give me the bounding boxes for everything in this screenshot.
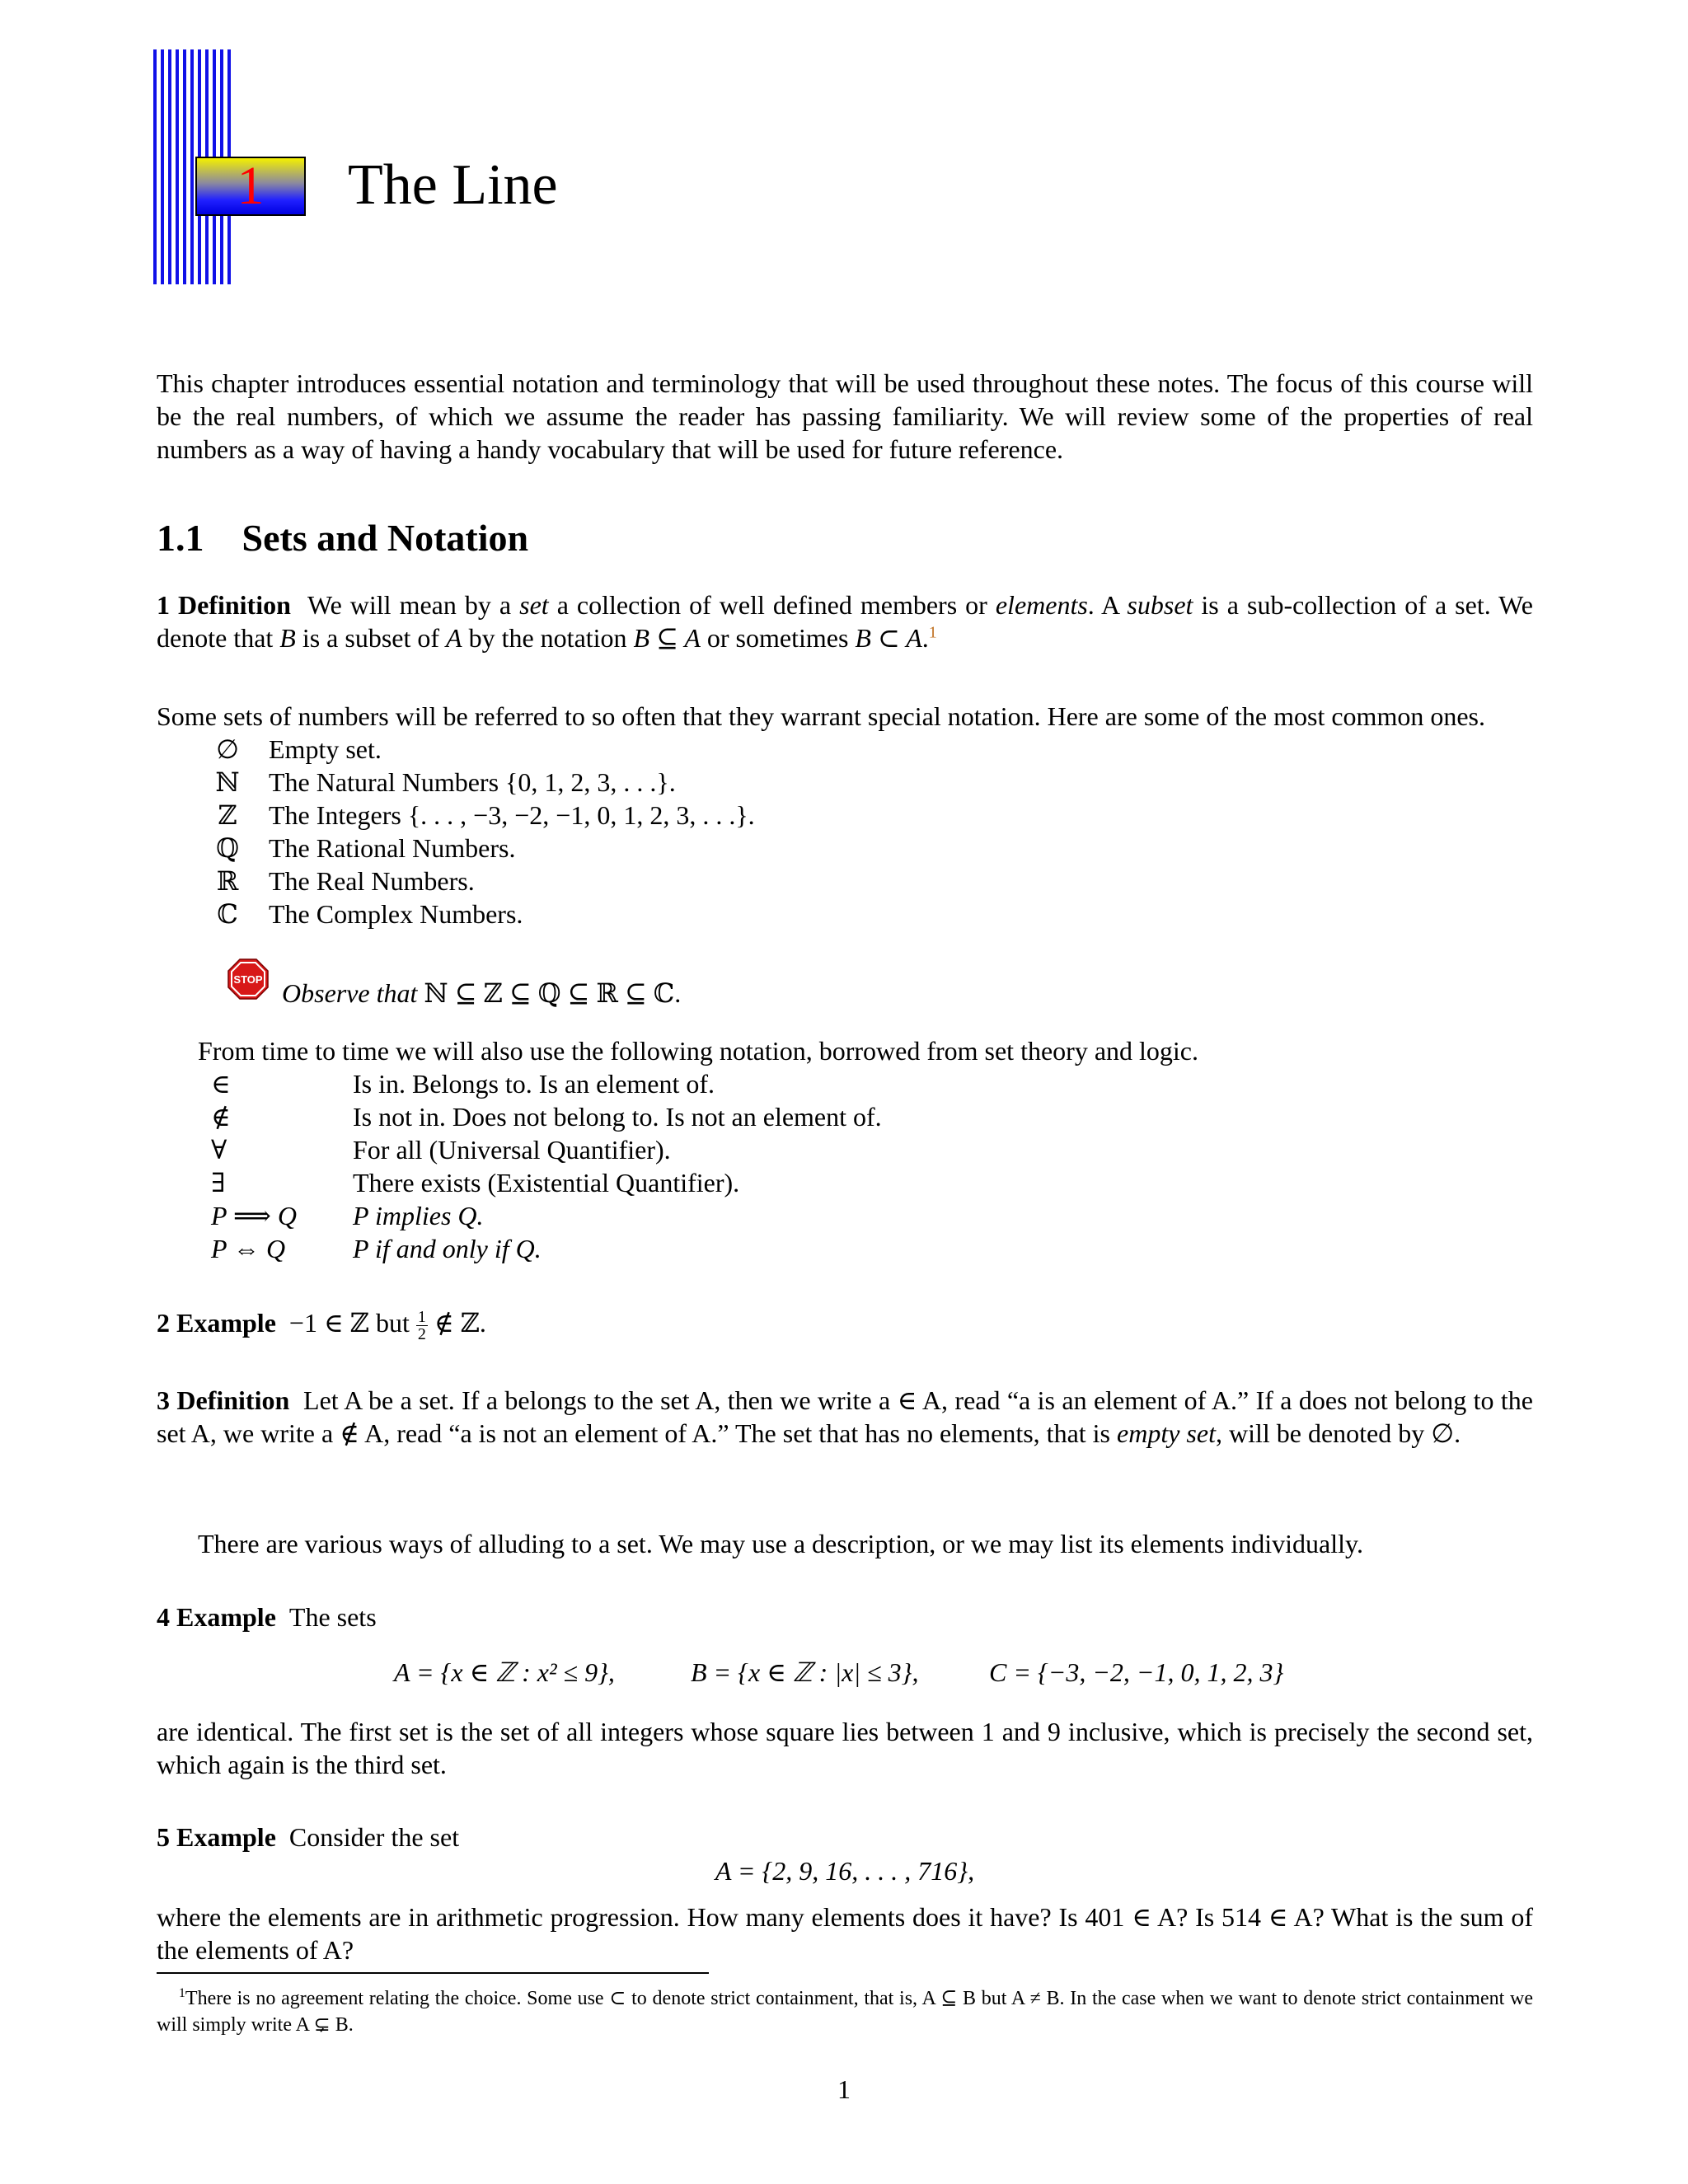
set-a-equation: A = {x ∈ ℤ : x² ≤ 9},: [394, 1657, 615, 1687]
fraction-numerator: 1: [417, 1308, 426, 1327]
def-text: We will mean by a: [307, 590, 520, 620]
fraction-one-half: [416, 1309, 428, 1343]
set-symbol: ℚ: [216, 833, 239, 863]
number-sets-list: [203, 733, 1027, 930]
fraction-denominator: 2: [417, 1325, 426, 1344]
section-title: Sets and Notation: [241, 517, 529, 559]
example-label: 2 Example: [157, 1308, 276, 1338]
logic-description: Is not in. Does not belong to. Is not an element of.: [353, 1102, 882, 1132]
def-text: a collection of well defined members or: [548, 590, 996, 620]
logic-description: For all (Universal Quantifier).: [353, 1135, 671, 1165]
footnote-text: There is no agreement relating the choice. Some use ⊂ to denote strict containment, that is, A ⊆ B but A ≠ B. In the case when we want to denote strict containment we will simply write A ⊊ B.: [157, 1988, 1533, 2036]
def-term-set: set: [519, 590, 549, 620]
definition-3: [157, 1384, 1533, 1450]
def-text: is a subset of: [295, 623, 447, 653]
observe-chain: ℕ ⊆ ℤ ⊆ ℚ ⊆ ℝ ⊆ ℂ.: [424, 978, 682, 1008]
set-symbol: ℕ: [215, 767, 240, 797]
set-a-progression: A = {2, 9, 16, . . . , 716},: [715, 1856, 975, 1886]
list-item: [203, 1067, 1027, 1100]
logic-symbol: ∈: [211, 1069, 231, 1099]
stop-label: STOP: [233, 973, 263, 986]
list-item: [203, 1133, 1027, 1166]
page-number: 1: [837, 2074, 851, 2104]
example-text: The sets: [288, 1602, 377, 1632]
alluding-paragraph: There are various ways of alluding to a set. We may use a description, or we may list its elements individually.: [198, 1529, 1363, 1558]
list-item: [203, 865, 1027, 898]
example-text: Consider the set: [288, 1822, 460, 1852]
example-4-conclusion: are identical. The first set is the set of all integers whose square lies between 1 and 9 inclusive, which is precisely the second set, which again is the third set.: [157, 1717, 1533, 1779]
math-notation: B ⊆ A: [633, 623, 701, 653]
set-symbol: ∅: [216, 734, 239, 764]
def-text: .: [921, 623, 929, 653]
example-text: −1 ∈ ℤ but: [288, 1308, 410, 1338]
section-heading: [157, 515, 528, 561]
logic-description: Is in. Belongs to. Is an element of.: [353, 1069, 715, 1099]
example-label: 5 Example: [157, 1822, 276, 1852]
math-var: A: [446, 623, 462, 653]
example-4: [157, 1601, 377, 1633]
def-term-empty-set: empty set: [1117, 1418, 1216, 1448]
math-notation: B ⊂ A: [855, 623, 922, 653]
list-item: [203, 1232, 1027, 1265]
logic-symbol: ∀: [211, 1135, 227, 1165]
example-5-questions: where the elements are in arithmetic progression. How many elements does it have? Is 401 ∈ A? Is 514 ∈ A? What is the sum of the elements of A?: [157, 1902, 1533, 1965]
def-text: by the notation: [462, 623, 634, 653]
logic-symbol: P ⟹ Q: [211, 1201, 297, 1230]
set-b-equation: B = {x ∈ ℤ : |x| ≤ 3},: [691, 1657, 919, 1687]
example-5: [157, 1821, 459, 1854]
def-text: Let A be a set. If a belongs to the set A, then we write a ∈ A, read “a is an element of A.” If a does not belong to the set A, we write a ∉ A, read “a is not an element of A.” The set that has no elements, that is: [157, 1385, 1534, 1448]
footnote-mark: 1: [178, 1986, 185, 2000]
logic-symbol: P ⇔ Q: [211, 1234, 286, 1263]
list-item: [203, 898, 1027, 930]
logic-description: There exists (Existential Quantifier).: [353, 1168, 740, 1197]
math-var: B: [279, 623, 296, 653]
set-description: The Integers {. . . , −3, −2, −1, 0, 1, 2, 3, . . .}.: [269, 800, 755, 830]
logic-description: P if and only if Q.: [353, 1234, 542, 1263]
set-description: The Rational Numbers.: [269, 833, 516, 863]
definition-label: 1 Definition: [157, 590, 291, 620]
set-symbol: ℂ: [217, 899, 238, 929]
observe-text: Observe that: [282, 978, 418, 1008]
footnote-marker[interactable]: 1: [928, 623, 937, 642]
footnote: [157, 1980, 1533, 2038]
list-item: [203, 799, 1027, 832]
stop-sign-icon: [227, 958, 269, 1000]
def-text: is a sub-collection of a set. We denote that: [157, 590, 1534, 653]
list-item: [203, 1100, 1027, 1133]
observe-note: [282, 977, 681, 1010]
list-item: [203, 832, 1027, 865]
def-text: . A: [1087, 590, 1128, 620]
sets-intro: Some sets of numbers will be referred to so often that they warrant special notation. Here are some of the most common ones.: [157, 701, 1485, 731]
list-item: [203, 1166, 1027, 1199]
set-symbol: ℤ: [218, 800, 237, 830]
example-label: 4 Example: [157, 1602, 276, 1632]
logic-notation-list: [203, 1067, 1027, 1265]
logic-symbol: ∉: [211, 1102, 231, 1132]
def-term-elements: elements: [995, 590, 1088, 620]
set-description: The Natural Numbers {0, 1, 2, 3, . . .}.: [269, 767, 676, 797]
def-text: or sometimes: [700, 623, 856, 653]
set-description: Empty set.: [269, 734, 382, 764]
definition-label: 3 Definition: [157, 1385, 290, 1415]
set-c-equation: C = {−3, −2, −1, 0, 1, 2, 3}: [989, 1657, 1284, 1687]
logic-intro: From time to time we will also use the following notation, borrowed from set theory and logic.: [198, 1036, 1198, 1066]
example-text: ∉ ℤ.: [434, 1308, 486, 1338]
list-item: [203, 766, 1027, 799]
definition-1: [157, 588, 1533, 654]
logic-description: P implies Q.: [353, 1201, 484, 1230]
def-term-subset: subset: [1127, 590, 1193, 620]
chapter-number: 1: [195, 157, 306, 216]
chapter-title: The Line: [348, 153, 558, 217]
set-symbol: ℝ: [216, 866, 239, 896]
list-item: [203, 733, 1027, 766]
example-2: [157, 1306, 486, 1343]
list-item: [203, 1199, 1027, 1232]
set-description: The Complex Numbers.: [269, 899, 523, 929]
set-description: The Real Numbers.: [269, 866, 475, 896]
logic-symbol: ∃: [211, 1168, 226, 1197]
section-number: 1.1: [157, 517, 204, 559]
intro-paragraph: This chapter introduces essential notation and terminology that will be used throughout these notes. The focus of this course will be the real numbers, of which we assume the reader has passing familiarity. We will review some of the properties of real numbers as a way of having a handy vocabulary that will be used for future reference.: [157, 368, 1533, 464]
def-text: , will be denoted by ∅.: [1215, 1418, 1461, 1448]
footnote-rule: [157, 1972, 709, 1974]
